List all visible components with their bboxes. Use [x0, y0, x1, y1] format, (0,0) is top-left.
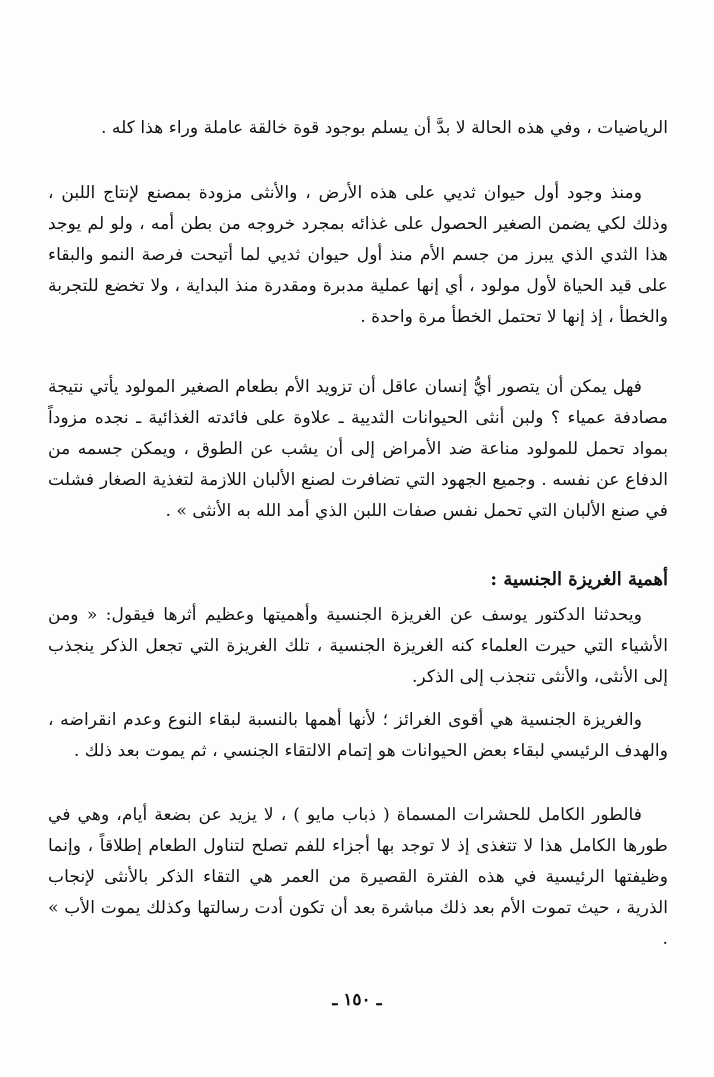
paragraph-milk-block: [48, 178, 668, 333]
paragraph-intro-block: [48, 113, 668, 144]
paragraph-strongest-instinct-block: [48, 705, 668, 767]
paragraph-instinct-quote-block: [48, 600, 668, 693]
paragraph-mayfly-block: [48, 800, 668, 955]
section-heading: أهمية الغريزة الجنسية :: [490, 569, 668, 590]
page-number: ـ ١٥٠ ـ: [332, 990, 382, 1010]
paragraph-first-mammal: ومنذ وجود أول حيوان ثديي على هذه الأرض ، والأنثى مزودة بمصنع لإنتاج اللبن ، وذلك لكي يضمن الصغير الحصول على غذائه بمجرد خروجه من بطن أمه ، ولو لم يوجد هذا الثدي الذي يبرز من جسم الأم منذ أول حيوان ثديي لما أتيحت فرصة النمو والبقاء على قيد الحياة لأول مولود ، أي إنها عملية مدبرة ومقدرة منذ البداية ، ولا تخضع للتجربة والخطأ ، إذ إنها لا تحتمل الخطأ مرة واحدة .: [48, 183, 668, 327]
paragraph-newborn-food: فهل يمكن أن يتصور أيُّ إنسان عاقل أن تزويد الأم بطعام الصغير المولود يأتي نتيجة مصادفة عمياء ؟ ولبن أنثى الحيوانات الثديية ـ علاوة على فائدته الغذائية ـ نجده مزوداً بمواد تحمل للمولود مناعة ضد الأمراض إلى أن يشب عن الطوق ، ويمكن جسمه من الدفاع عن نفسه . وجميع الجهود التي تضافرت لصنع الألبان اللازمة لتغذية الصغار فشلت في صنع الألبان التي تحمل نفس صفات اللبن الذي أمد الله به الأنثى » .: [48, 377, 668, 521]
paragraph-mathematics-conclusion: الرياضيات ، وفي هذه الحالة لا بدَّ أن يسلم بوجود قوة خالقة عاملة وراء هذا كله .: [100, 118, 668, 138]
paragraph-instinct-quote: ويحدثنا الدكتور يوسف عن الغريزة الجنسية وأهميتها وعظيم أثرها فيقول: « ومن الأشياء التي حيرت العلماء كنه الغريزة الجنسية ، تلك الغريزة التي تجعل الذكر ينجذب إلى الأنثى، والأنثى تنجذب إلى الذكر.: [48, 605, 668, 687]
paragraph-newborn-food-block: [48, 372, 668, 527]
paragraph-mayfly: فالطور الكامل للحشرات المسماة ( ذباب مايو ) ، لا يزيد عن بضعة أيام، وهي في طورها الكامل هذا لا تتغذى إذ لا توجد بها أجزاء للفم تصلح لتناول الطعام إطلاقاً ، وإنما وظيفتها الرئيسية في هذه الفترة القصيرة من العمر هي التقاء الذكر بالأنثى لإنجاب الذرية ، حيث تموت الأم بعد ذلك مباشرة بعد أن تكون أدت رسالتها وكذلك يموت الأب » .: [48, 805, 668, 949]
paragraph-strongest-instinct: والغريزة الجنسية هي أقوى الغرائز ؛ لأنها أهمها بالنسبة لبقاء النوع وعدم انقراضه ، والهدف الرئيسي لبقاء بعض الحيوانات هو إتمام الالتقاء الجنسي ، ثم يموت بعد ذلك .: [48, 710, 668, 761]
